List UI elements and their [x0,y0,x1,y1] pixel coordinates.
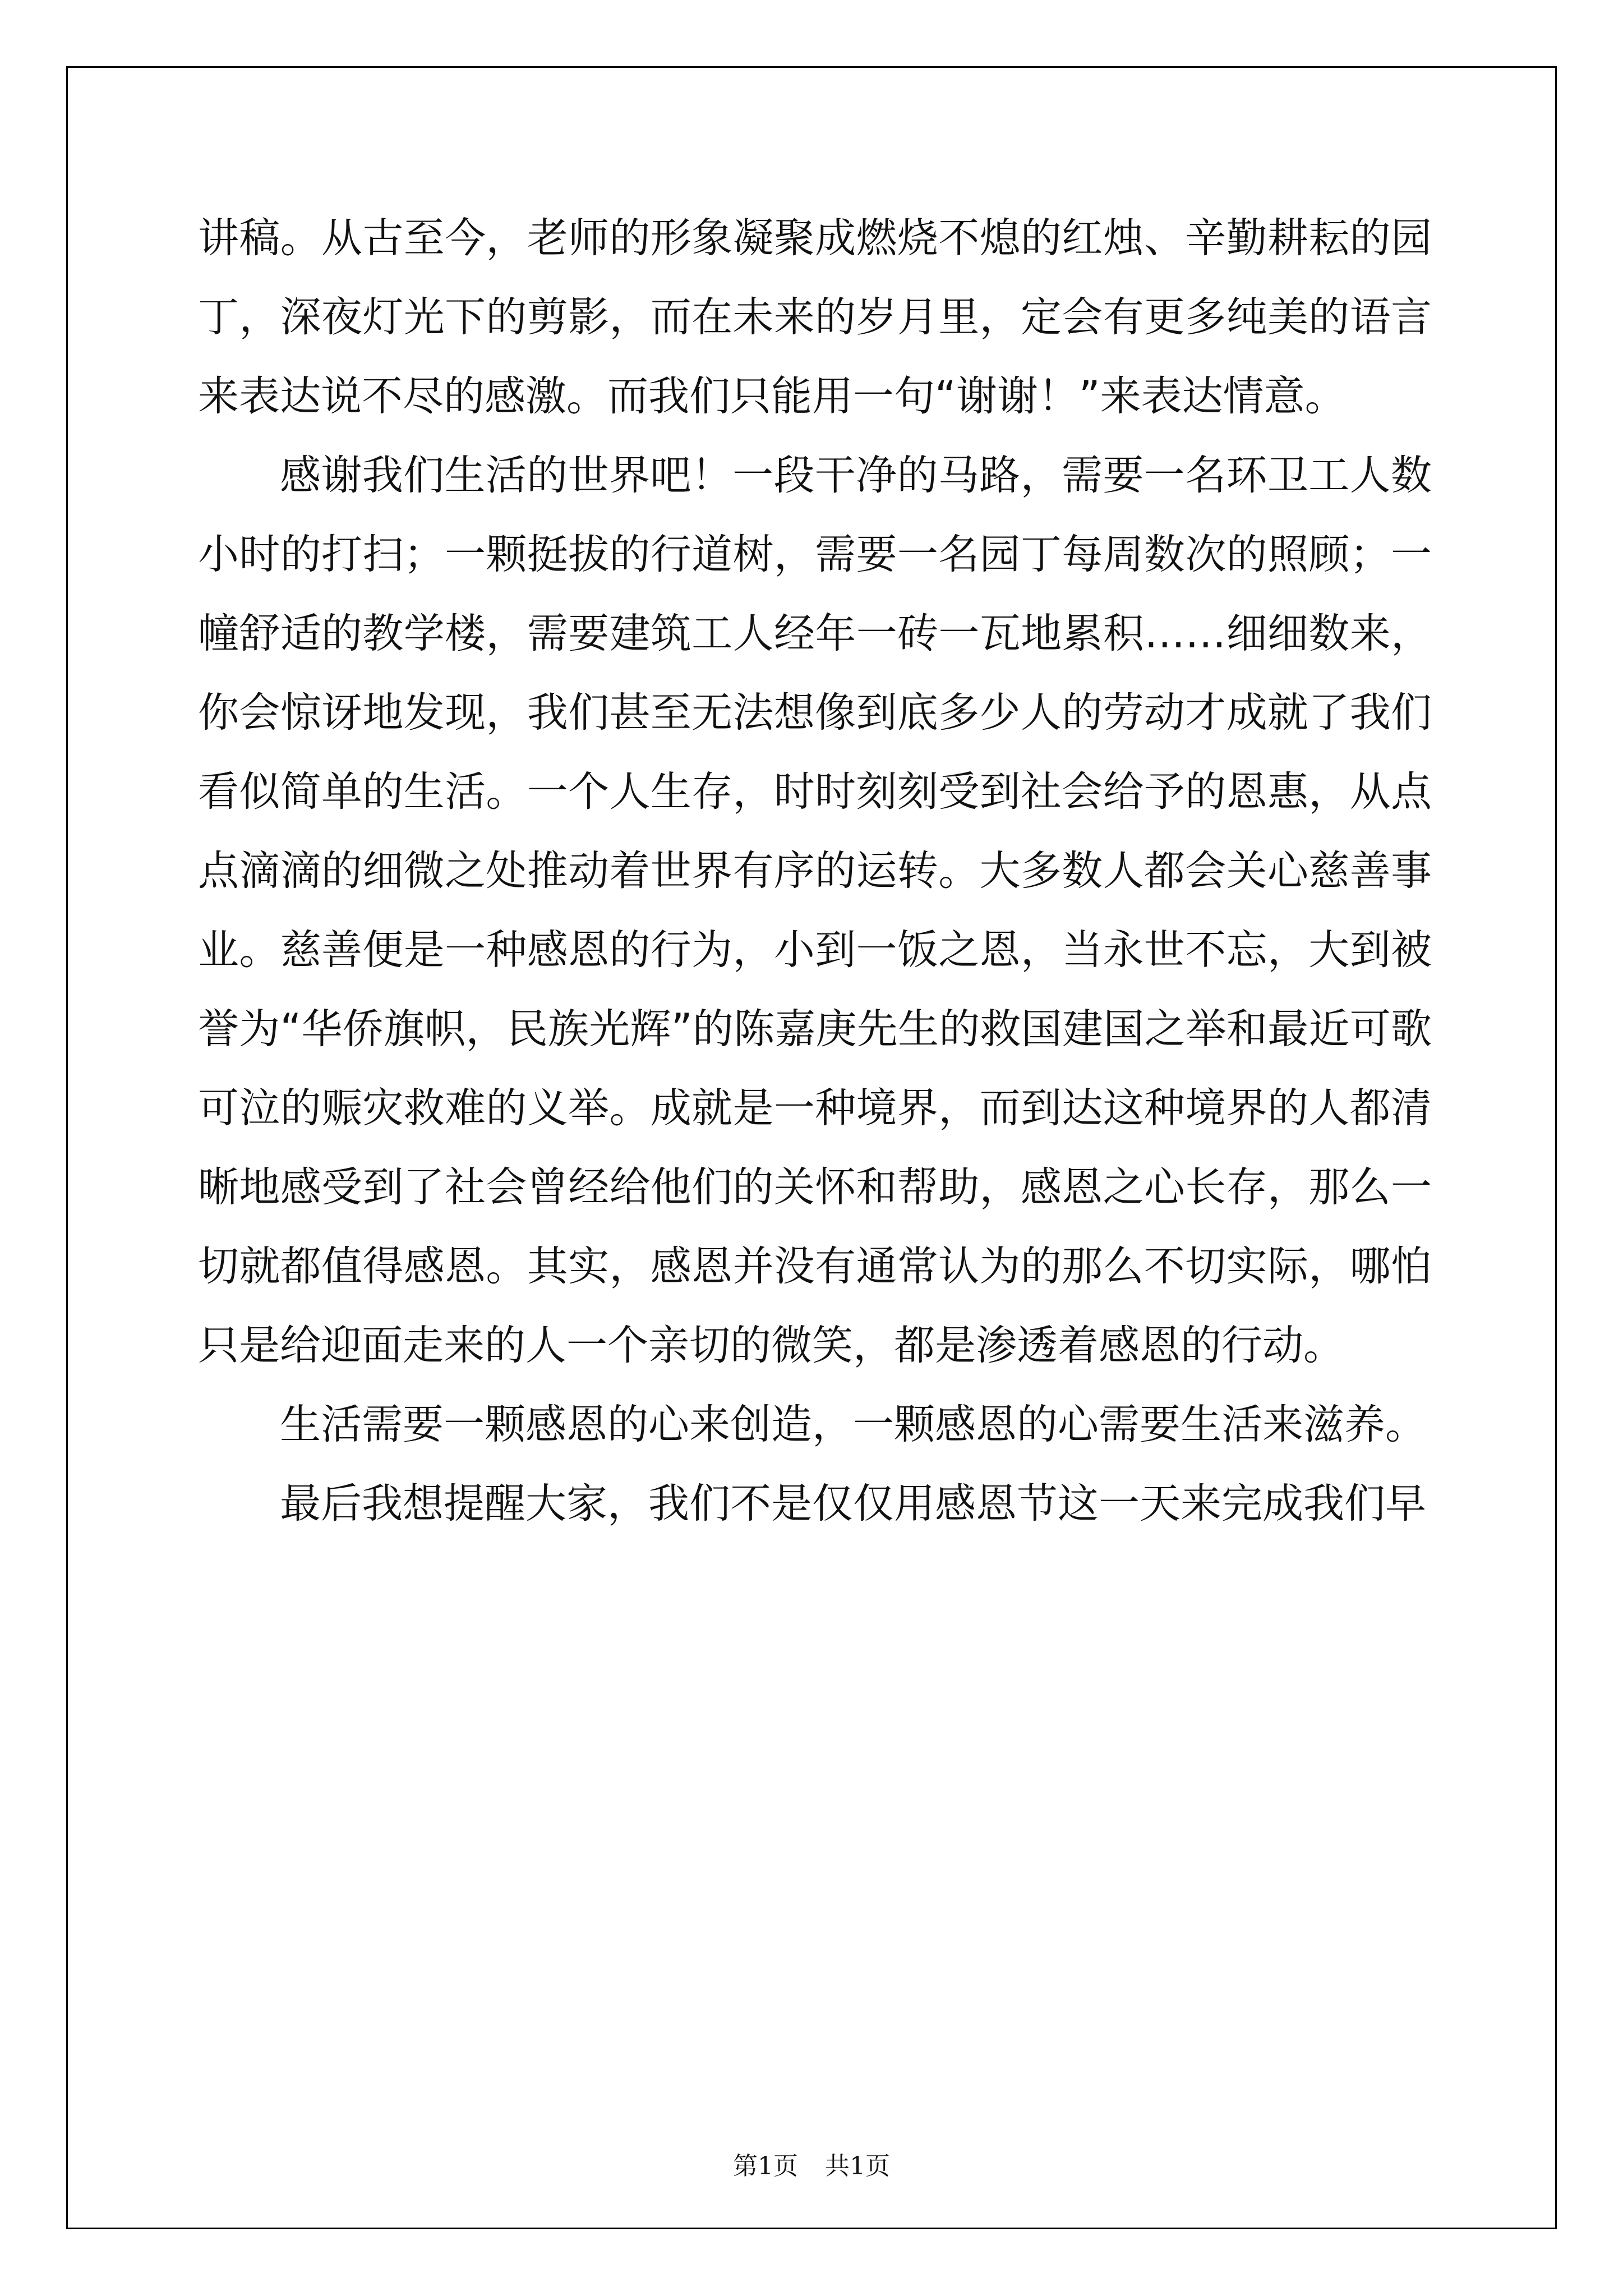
paragraph-2: 感谢我们生活的世界吧！一段干净的马路，需要一名环卫工人数小时的打扫；一颗挺拔的行道树，需要一名园丁每周数次的照顾；一幢舒适的教学楼，需要建筑工人经年一砖一瓦地累积……细细数来，你会惊讶地发现，我们甚至无法想像到底多少人的劳动才成就了我们看似简单的生活。一个人生存，时时刻刻受到社会给予的恩惠，从点点滴滴的细微之处推动着世界有序的运转。大多数人都会关心慈善事业。慈善便是一种感恩的行为，小到一饭之恩，当永世不忘，大到被誉为“华侨旗帜，民族光辉”的陈嘉庚先生的救国建国之举和最近可歌可泣的赈灾救难的义举。成就是一种境界，而到达这种境界的人都清晰地感受到了社会曾经给他们的关怀和帮助，感恩之心长存，那么一切就都值得感恩。其实，感恩并没有通常认为的那么不切实际，哪怕只是给迎面走来的人一个亲切的微笑，都是渗透着感恩的行动。 [198,452,1432,1369]
page-footer [0,2150,1623,2183]
paragraph-3: 生活需要一颗感恩的心来创造，一颗感恩的心需要生活来滋养。 [280,1401,1426,1448]
document-body [198,199,1432,1543]
page-number-label: 第1页 [733,2152,798,2180]
paragraph-1: 讲稿。从古至今，老师的形象凝聚成燃烧不熄的红烛、辛勤耕耘的园丁，深夜灯光下的剪影，而在未来的岁月里，定会有更多纯美的语言来表达说不尽的感激。而我们只能用一句“谢谢！”来表达情意。 [198,214,1432,420]
paragraph-4: 最后我想提醒大家，我们不是仅仅用感恩节这一天来完成我们早 [280,1480,1426,1527]
page-total-label: 共1页 [825,2152,890,2180]
